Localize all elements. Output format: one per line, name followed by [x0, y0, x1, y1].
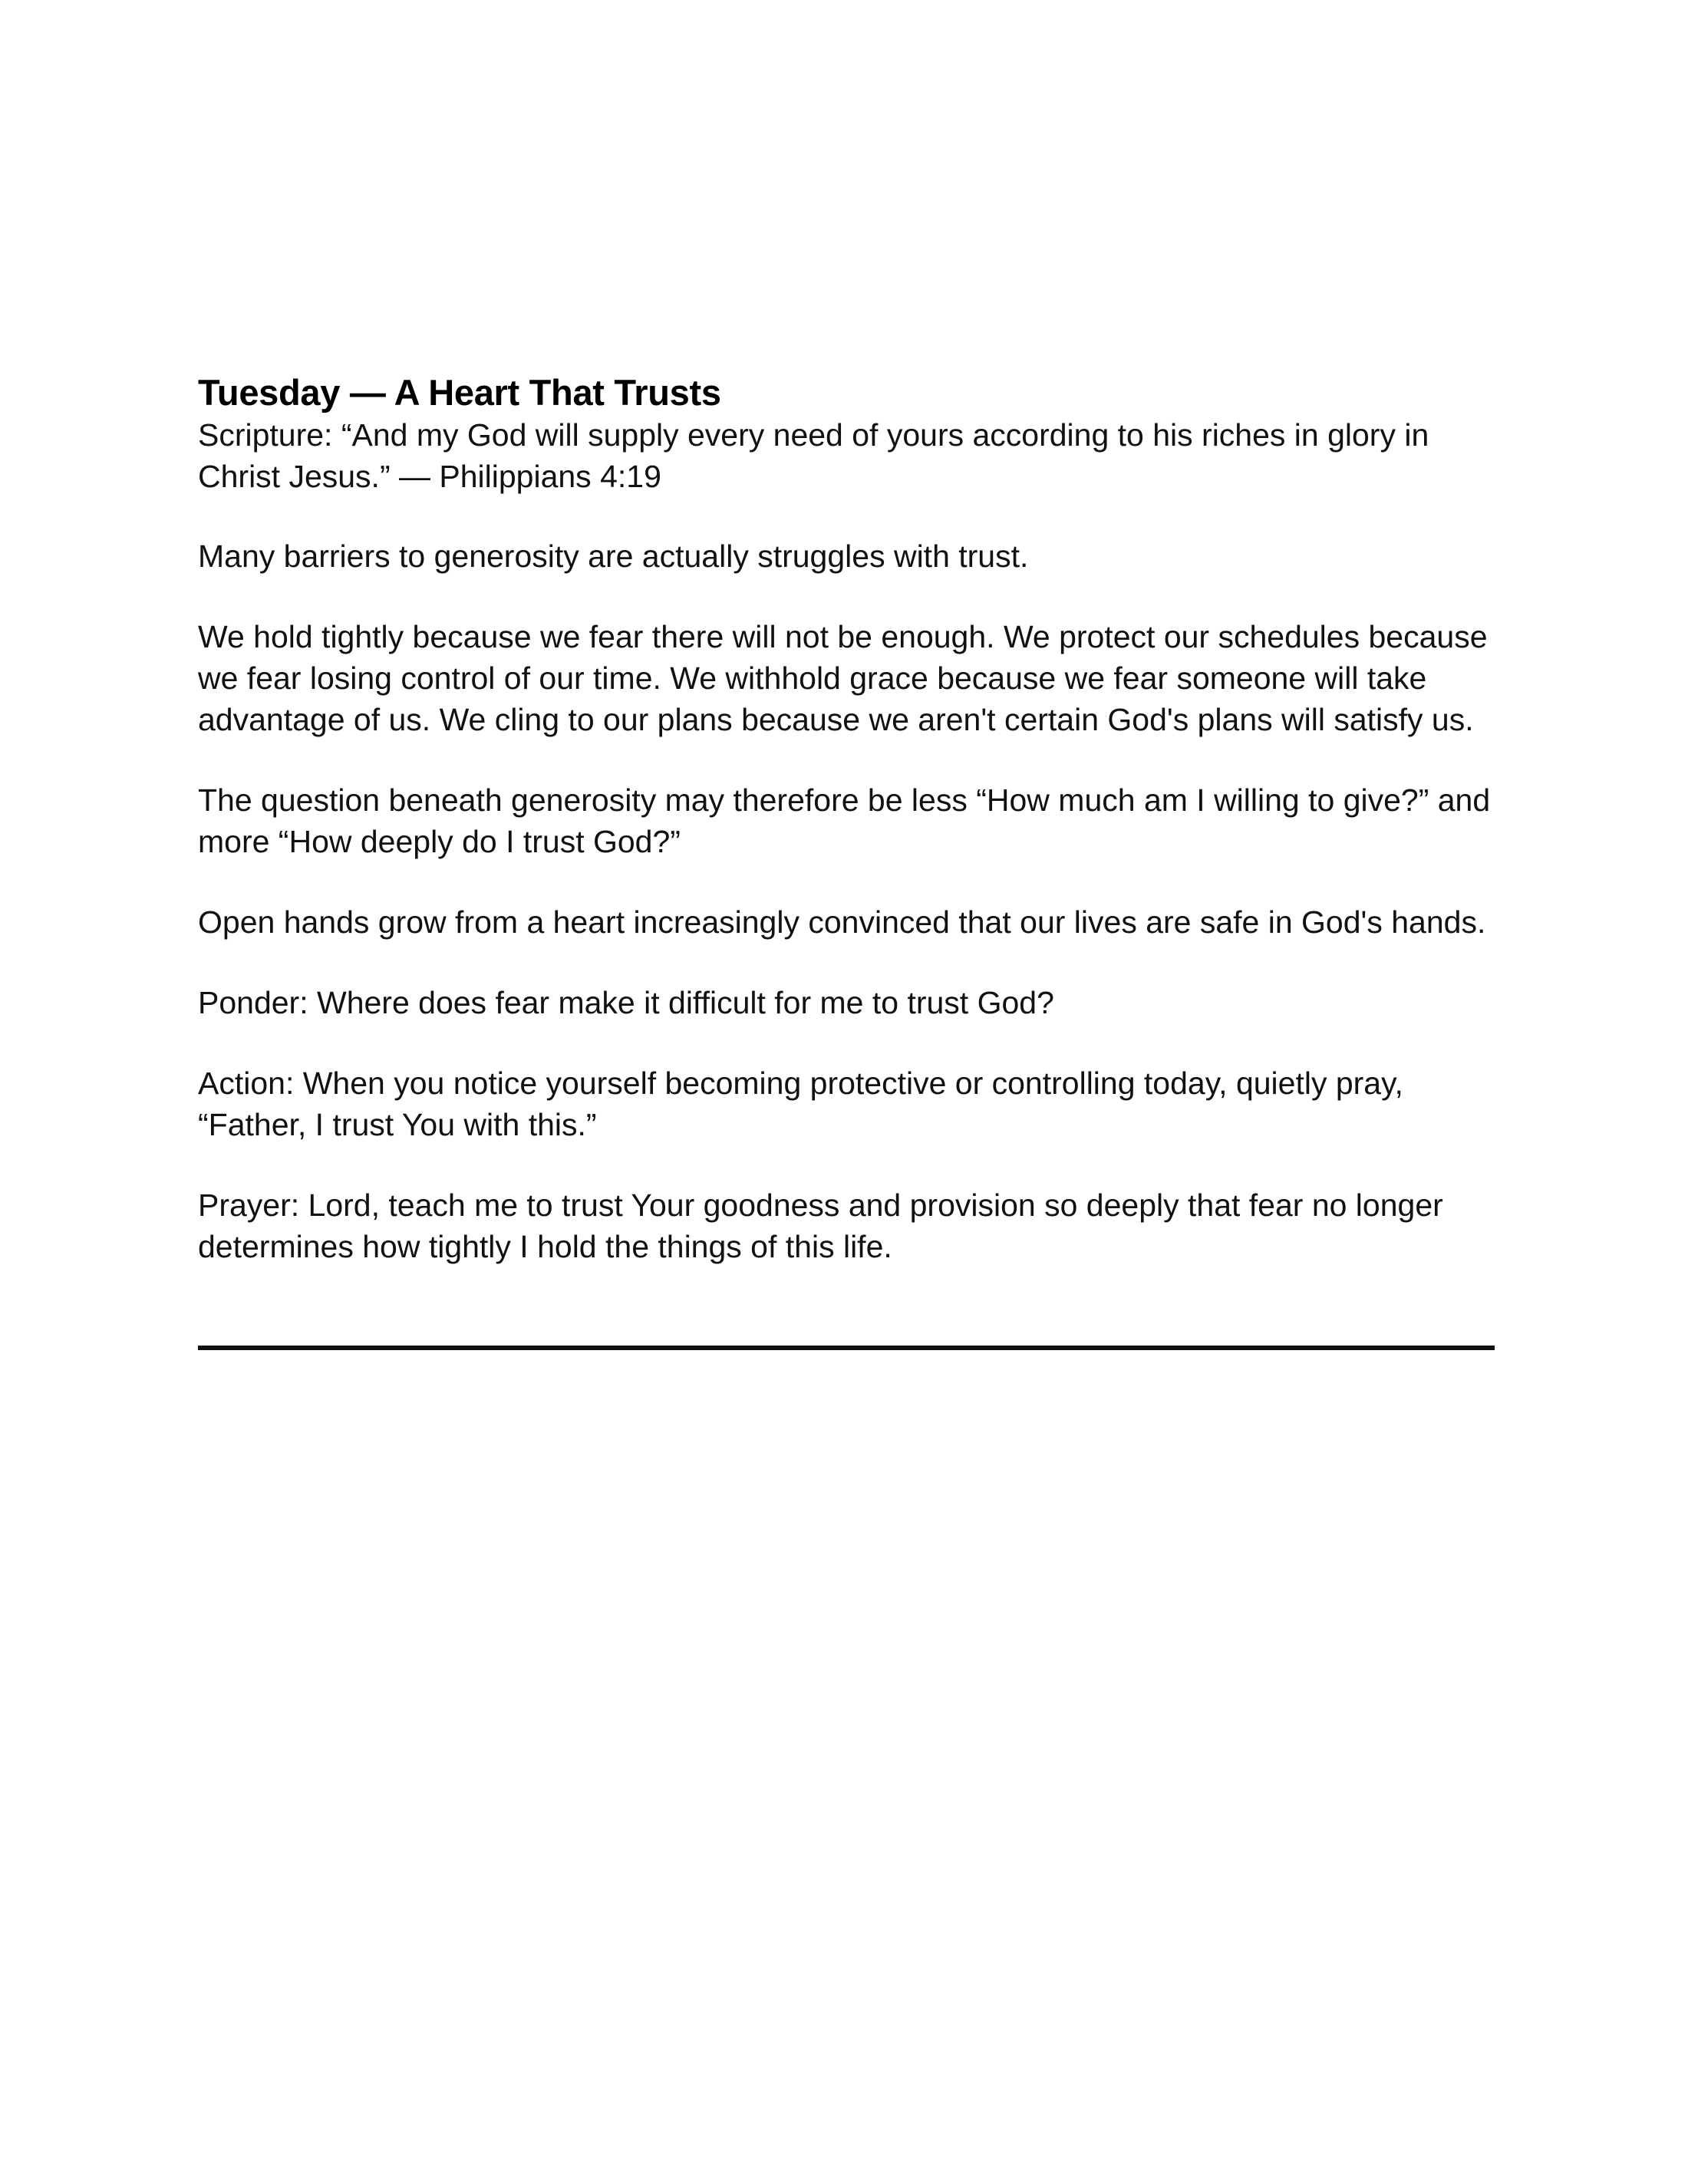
prayer-text: Prayer: Lord, teach me to trust Your goodness and provision so deeply that fear no longer determines how tightly I hold the things of this life.	[198, 1188, 1443, 1264]
ponder-prompt: Ponder: Where does fear make it difficult for me to trust God?	[198, 985, 1054, 1020]
scripture-verse: Scripture: “And my God will supply every need of yours according to his riches in glory in Christ Jesus.” — Philippians 4:19	[198, 417, 1429, 494]
action-prompt: Action: When you notice yourself becoming protective or controlling today, quietly pray, “Father, I trust You with this.”	[198, 1066, 1403, 1142]
body-paragraph: Many barriers to generosity are actually struggles with trust.	[198, 539, 1029, 574]
body-paragraph: Open hands grow from a heart increasingly convinced that our lives are safe in God's hands.	[198, 904, 1486, 940]
devotional-title: Tuesday — A Heart That Trusts	[198, 372, 721, 413]
body-paragraph: The question beneath generosity may therefore be less “How much am I willing to give?” and more “How deeply do I trust God?”	[198, 782, 1491, 859]
body-paragraph: We hold tightly because we fear there will not be enough. We protect our schedules because we fear losing control of our time. We withhold grace because we fear someone will take advantage of us. We cling to our plans because we aren't certain God's plans will satisfy us.	[198, 619, 1488, 737]
section-divider	[198, 1346, 1495, 1350]
devotional-entry	[198, 371, 1502, 1267]
